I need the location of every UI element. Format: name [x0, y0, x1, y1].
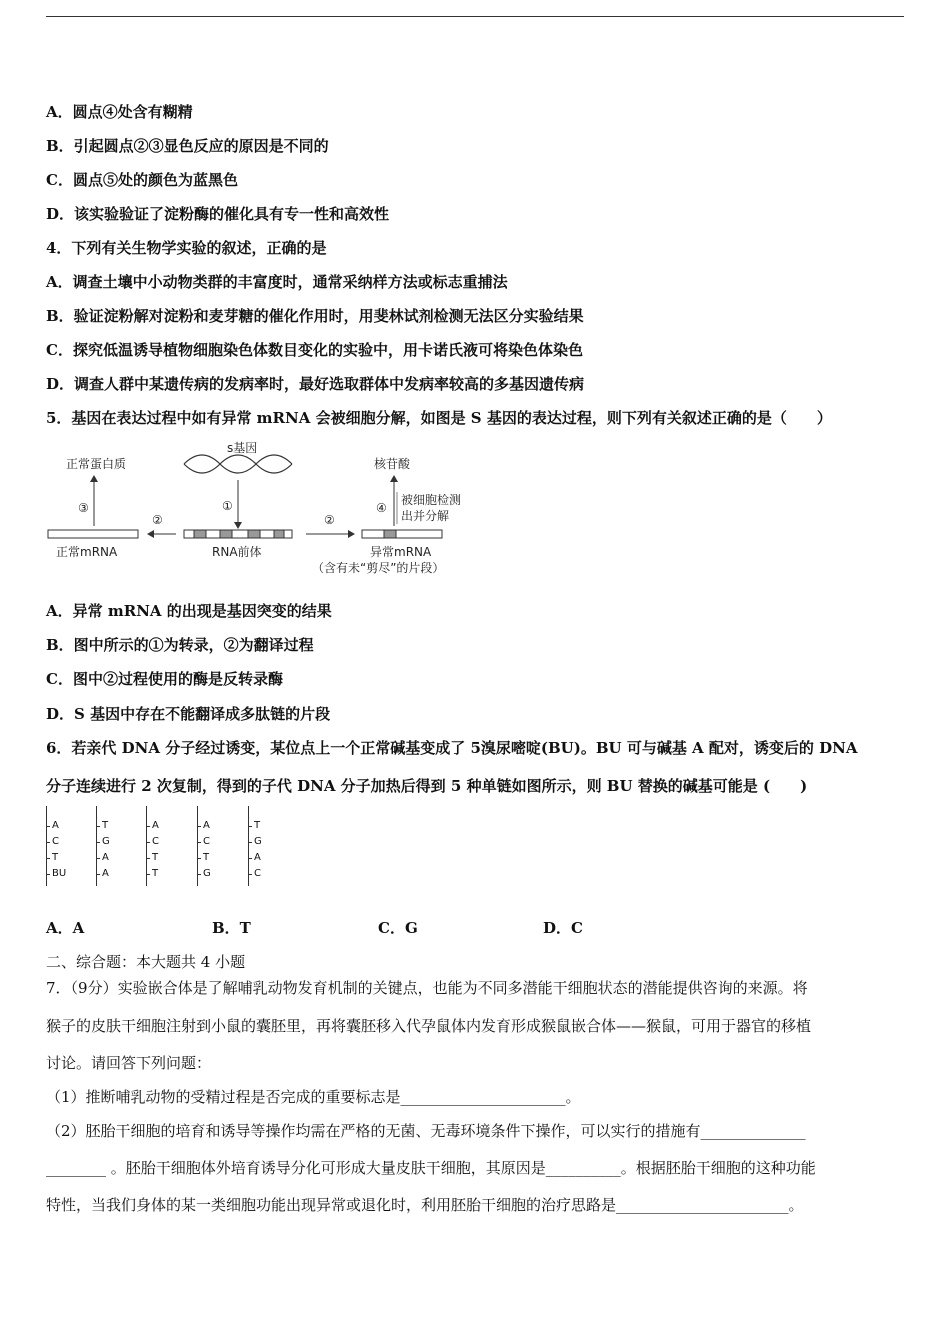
strand-base: T — [254, 820, 261, 831]
strand-base: G — [102, 836, 110, 847]
strand-base: A — [254, 852, 261, 863]
q6-stem-2: 分子连续进行 2 次复制，得到的子代 DNA 分子加热后得到 5 种单链如图所示，则 BU 替换的碱基可能是 ( ) — [46, 777, 808, 795]
q7-line-2: 猴子的皮肤干细胞注射到小鼠的囊胚里，再将囊胚移入代孕鼠体内发育形成猴鼠嵌合体——猴鼠，可用于器官的移植 — [46, 1017, 812, 1035]
label-step1: ① — [222, 499, 233, 513]
label-normal-mrna: 正常mRNA — [56, 545, 118, 559]
dna-strand-3 — [146, 806, 186, 886]
q3-option-a: A．圆点④处含有糊精 — [46, 103, 193, 121]
q5-option-b: B．图中所示的①为转录，②为翻译过程 — [46, 636, 314, 654]
strand-base: C — [203, 836, 210, 847]
label-detect-2: 出并分解 — [401, 509, 450, 523]
q7-line-3: 讨论。请回答下列问题： — [46, 1054, 212, 1072]
label-step2-left: ② — [152, 513, 163, 527]
strand-base: C — [52, 836, 59, 847]
label-step3: ③ — [78, 501, 89, 515]
strand-base: T — [152, 852, 159, 863]
q6-option-c: C．G — [378, 919, 418, 937]
normal-mrna-bar — [48, 530, 138, 538]
q4-option-d: D．调查人群中某遗传病的发病率时，最好选取群体中发病率较高的多基因遗传病 — [46, 375, 585, 393]
strand-base: T — [152, 868, 159, 879]
q6-option-a: A．A — [46, 919, 85, 937]
strand-base: T — [203, 852, 210, 863]
label-nucleotide: 核苷酸 — [374, 457, 411, 471]
label-rna-precursor: RNA前体 — [212, 545, 262, 559]
dna-strand-4 — [197, 806, 237, 886]
q5-option-a: A．异常 mRNA 的出现是基因突变的结果 — [46, 602, 332, 620]
q7-line-6: ________ 。胚胎干细胞体外培育诱导分化可形成大量皮肤干细胞，其原因是__________。根据胚胎干细胞的这种功能 — [46, 1159, 816, 1177]
q7-line-1: 7．（9分）实验嵌合体是了解哺乳动物发育机制的关键点，也能为不同多潜能干细胞状态的潜能提供咨询的来源。将 — [46, 979, 808, 997]
dna-strand-1 — [46, 806, 86, 886]
strand-base: C — [152, 836, 159, 847]
q7-line-5: （2）胚胎干细胞的培育和诱导等操作均需在严格的无菌、无毒环境条件下操作，可以实行的措施有______________ — [46, 1122, 806, 1140]
label-step4: ④ — [376, 501, 387, 515]
q3-option-d: D．该实验验证了淀粉酶的催化具有专一性和高效性 — [46, 205, 390, 223]
strand-base: G — [254, 836, 262, 847]
q6-option-b: B．T — [212, 919, 251, 937]
strand-base: T — [52, 852, 59, 863]
label-s-gene: s基因 — [227, 441, 258, 455]
q6-option-d: D．C — [543, 919, 583, 937]
q4-option-b: B．验证淀粉解对淀粉和麦芽糖的催化作用时，用斐林试剂检测无法区分实验结果 — [46, 307, 584, 325]
strand-base: A — [152, 820, 159, 831]
helix-strand-2 — [184, 455, 292, 473]
label-normal-protein: 正常蛋白质 — [66, 457, 127, 471]
q5-stem: 5．基因在表达过程中如有异常 mRNA 会被细胞分解，如图是 S 基因的表达过程，则下列有关叙述正确的是（ ） — [46, 409, 832, 427]
helix-strand-1 — [184, 455, 292, 473]
q4-option-a: A．调查土壤中小动物类群的丰富度时，通常采纳样方法或标志重捕法 — [46, 273, 508, 291]
q3-option-c: C．圆点⑤处的颜色为蓝黑色 — [46, 171, 238, 189]
section-heading: 二、综合题：本大题共 4 小题 — [46, 953, 246, 971]
q5-option-d: D．S 基因中存在不能翻译成多肽链的片段 — [46, 705, 331, 723]
strand-base: G — [203, 868, 211, 879]
q7-line-4: （1）推断哺乳动物的受精过程是否完成的重要标志是______________________。 — [46, 1088, 581, 1106]
q5-option-c: C．图中②过程使用的酶是反转录酶 — [46, 670, 283, 688]
strand-base: A — [203, 820, 210, 831]
gene-expression-diagram — [44, 436, 484, 584]
q3-option-b: B．引起圆点②③显色反应的原因是不同的 — [46, 137, 329, 155]
dna-strand-2 — [96, 806, 136, 886]
label-detect-1: 被细胞检测 — [401, 493, 462, 507]
q4-stem: 4．下列有关生物学实验的叙述，正确的是 — [46, 239, 327, 257]
label-abnormal-note: （含有未“剪尽”的片段） — [312, 561, 445, 575]
strand-base: A — [102, 852, 109, 863]
dna-strand-5 — [248, 806, 288, 886]
q7-line-7: 特性，当我们身体的某一类细胞功能出现异常或退化时，利用胚胎干细胞的治疗思路是_______________________。 — [46, 1196, 804, 1214]
strand-base: A — [52, 820, 59, 831]
strand-base: BU — [52, 868, 67, 879]
strand-base: C — [254, 868, 261, 879]
header-rule — [46, 16, 904, 17]
label-abnormal-mrna: 异常mRNA — [370, 545, 432, 559]
q4-option-c: C．探究低温诱导植物细胞染色体数目变化的实验中，用卡诺氏液可将染色体染色 — [46, 341, 583, 359]
strand-base: T — [102, 820, 109, 831]
label-step2-right: ② — [324, 513, 335, 527]
strand-base: A — [102, 868, 109, 879]
abnormal-mrna-bar — [362, 530, 442, 538]
q6-stem-1: 6．若亲代 DNA 分子经过诱变，某位点上一个正常碱基变成了 5溴尿嘧啶(BU)。BU 可与碱基 A 配对，诱变后的 DNA — [46, 739, 858, 757]
